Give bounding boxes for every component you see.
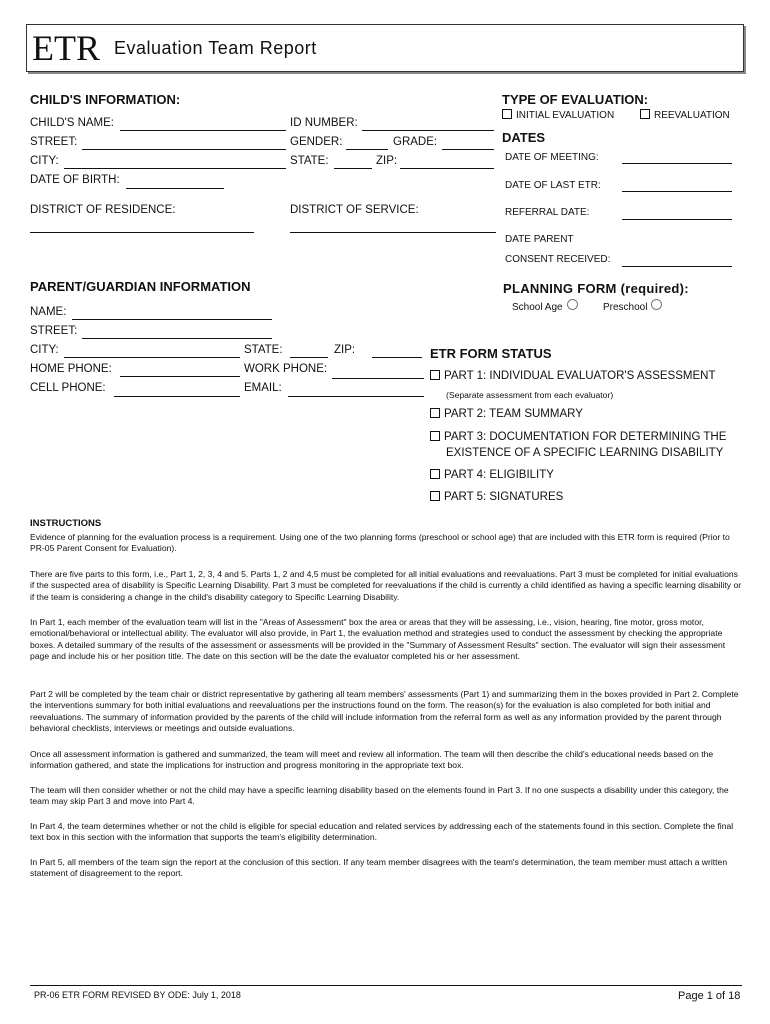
instructions-paragraph-6: The team will then consider whether or not the child may have a specific learning disability based on the elements found in Part 3. If no one suspects a disability under this category, the team may skip Part 3 and move into Part 4.: [30, 785, 729, 807]
type-of-evaluation-heading: TYPE OF EVALUATION:: [502, 92, 649, 107]
work-phone-field[interactable]: [332, 378, 424, 379]
part-4-option[interactable]: PART 4: ELIGIBILITY: [430, 469, 554, 481]
part-1-note: (Separate assessment from each evaluator): [446, 390, 614, 400]
parent-zip-field[interactable]: [372, 357, 422, 358]
parent-city-label: CITY:: [30, 344, 59, 356]
instructions-paragraph-8: In Part 5, all members of the team sign the report at the conclusion of this section. If any team member disagrees with the team's determination, the team member must attach a written statement of disagreement to the report.: [30, 857, 728, 879]
child-zip-field[interactable]: [400, 168, 494, 169]
parent-state-field[interactable]: [290, 357, 328, 358]
instructions-paragraph-4: Part 2 will be completed by the team chair or district representative by gathering all team members' assessments (Part 1) and summarizing them in the boxes provided in Part 2. Complete the interventions summary for both initial evaluations and reevaluations per the instructions found on the form. The reason(s) for the evaluation is also completed for both initial and reevaluations. The summary of information provided by the parents of the child will include information from the referral form as well as any information provided by the parent through behavioral checklists, interviews or meetings and outside evaluations.: [30, 689, 739, 734]
dob-label: DATE OF BIRTH:: [30, 174, 120, 186]
child-zip-label: ZIP:: [376, 155, 398, 167]
parent-state-label: STATE:: [244, 344, 283, 356]
id-number-label: ID NUMBER:: [290, 117, 358, 129]
date-meeting-label: DATE OF MEETING:: [505, 152, 599, 163]
home-phone-field[interactable]: [120, 376, 240, 377]
radio-icon[interactable]: [651, 299, 662, 310]
parent-city-field[interactable]: [64, 357, 240, 358]
etr-form-status-heading: ETR FORM STATUS: [430, 346, 552, 361]
child-street-field[interactable]: [82, 149, 286, 150]
date-last-etr-field[interactable]: [622, 191, 732, 192]
work-phone-label: WORK PHONE:: [244, 363, 328, 375]
school-age-option[interactable]: School Age: [512, 302, 578, 313]
checkbox-icon[interactable]: [640, 109, 650, 119]
parent-name-field[interactable]: [72, 319, 272, 320]
checkbox-icon[interactable]: [502, 109, 512, 119]
parent-street-field[interactable]: [82, 338, 272, 339]
checkbox-icon[interactable]: [430, 408, 440, 418]
footer-rule: [30, 985, 742, 986]
instructions-paragraph-7: In Part 4, the team determines whether or not the child is eligible for special education and related services by addressing each of the statements found in this section. Complete the final text box in this section with the information that supports the team's eligibility determination.: [30, 821, 734, 843]
planning-form-heading: PLANNING FORM (required):: [503, 281, 689, 296]
grade-field[interactable]: [442, 149, 494, 150]
child-city-label: CITY:: [30, 155, 59, 167]
child-name-field[interactable]: [120, 130, 286, 131]
part-2-option[interactable]: PART 2: TEAM SUMMARY: [430, 408, 583, 420]
district-residence-field[interactable]: [30, 232, 254, 233]
child-info-heading: CHILD'S INFORMATION:: [30, 92, 181, 107]
checkbox-icon[interactable]: [430, 431, 440, 441]
consent-received-field[interactable]: [622, 266, 732, 267]
checkbox-icon[interactable]: [430, 469, 440, 479]
child-city-field[interactable]: [64, 168, 286, 169]
home-phone-label: HOME PHONE:: [30, 363, 112, 375]
parent-street-label: STREET:: [30, 325, 78, 337]
dob-field[interactable]: [126, 188, 224, 189]
title-abbr: ETR: [32, 28, 100, 68]
reevaluation-option[interactable]: REEVALUATION: [640, 110, 730, 121]
child-street-label: STREET:: [30, 136, 78, 148]
referral-date-field[interactable]: [622, 219, 732, 220]
parent-zip-label: ZIP:: [334, 344, 356, 356]
part-3-option[interactable]: PART 3: DOCUMENTATION FOR DETERMINING THE: [430, 431, 726, 443]
part-5-option[interactable]: PART 5: SIGNATURES: [430, 491, 563, 503]
part-1-option[interactable]: PART 1: INDIVIDUAL EVALUATOR'S ASSESSMENT: [430, 370, 715, 382]
radio-icon[interactable]: [567, 299, 578, 310]
instructions-paragraph-1: Evidence of planning for the evaluation process is a requirement. Using one of the two planning forms (preschool or school age) that are included with this ETR form is required (Prior to PR-05 Parent Consent for Evaluation).: [30, 532, 730, 554]
instructions-paragraph-3: In Part 1, each member of the evaluation team will list in the "Areas of Assessment" box the area or areas that they will be assessing, i.e., vision, hearing, fine motor, gross motor, emotional/behavioral or intellectual ability. The evaluator will also provide, in Part 1, the evaluation method and strategies used to conduct the assessment by checking the appropriate boxes. A detailed summary of the results of the assessment or assessments will be provided in the "Summary of Assessment Results" section. The evaluator will sign their assessment page and include his or her position title. The date on this section will be the date the evaluator completed his or her assessment.: [30, 617, 726, 662]
page-number: Page 1 of 18: [678, 990, 741, 1002]
gender-label: GENDER:: [290, 136, 343, 148]
instructions-heading: INSTRUCTIONS: [30, 518, 102, 529]
dates-heading: DATES: [502, 130, 546, 145]
footer-form-id: PR-06 ETR FORM REVISED BY ODE: July 1, 2018: [34, 990, 241, 1000]
cell-phone-label: CELL PHONE:: [30, 382, 106, 394]
date-last-etr-label: DATE OF LAST ETR:: [505, 180, 601, 191]
parent-name-label: NAME:: [30, 306, 67, 318]
checkbox-icon[interactable]: [430, 491, 440, 501]
child-name-label: CHILD'S NAME:: [30, 117, 114, 129]
date-parent-label: DATE PARENT: [505, 234, 574, 245]
preschool-option[interactable]: Preschool: [603, 302, 662, 313]
district-service-label: DISTRICT OF SERVICE:: [290, 204, 419, 216]
checkbox-icon[interactable]: [430, 370, 440, 380]
referral-date-label: REFERRAL DATE:: [505, 207, 590, 218]
part-3-label-line2: EXISTENCE OF A SPECIFIC LEARNING DISABILITY: [446, 447, 724, 459]
cell-phone-field[interactable]: [114, 396, 240, 397]
child-state-label: STATE:: [290, 155, 329, 167]
instructions-paragraph-2: There are five parts to this form, i.e., Part 1, 2, 3, 4 and 5. Parts 1, 2 and 4,5 must be completed for all initial evaluations and reevaluations. Part 3 must be completed for initial evaluations if the suspected area of disability is Specific Learning Disability. Part 3 must be completed for reevaluations if the child is currently a child identified as having a specific learning disability or if the team is considering a change in the child's disability category to Specific Learning Disability.: [30, 569, 742, 602]
initial-evaluation-option[interactable]: INITIAL EVALUATION: [502, 110, 614, 121]
id-number-field[interactable]: [362, 130, 494, 131]
district-service-field[interactable]: [290, 232, 496, 233]
parent-info-heading: PARENT/GUARDIAN INFORMATION: [30, 279, 251, 294]
date-meeting-field[interactable]: [622, 163, 732, 164]
email-field[interactable]: [288, 396, 424, 397]
child-state-field[interactable]: [334, 168, 372, 169]
instructions-paragraph-5: Once all assessment information is gathered and summarized, the team will meet and review all information. The team will then describe the child's educational needs based on the information gathered, and state the implications for instruction and progress monitoring in the appropriate text box.: [30, 749, 714, 771]
email-label: EMAIL:: [244, 382, 282, 394]
district-residence-label: DISTRICT OF RESIDENCE:: [30, 204, 176, 216]
title-name: Evaluation Team Report: [114, 38, 317, 58]
grade-label: GRADE:: [393, 136, 438, 148]
gender-field[interactable]: [346, 149, 388, 150]
consent-received-label: CONSENT RECEIVED:: [505, 254, 611, 265]
